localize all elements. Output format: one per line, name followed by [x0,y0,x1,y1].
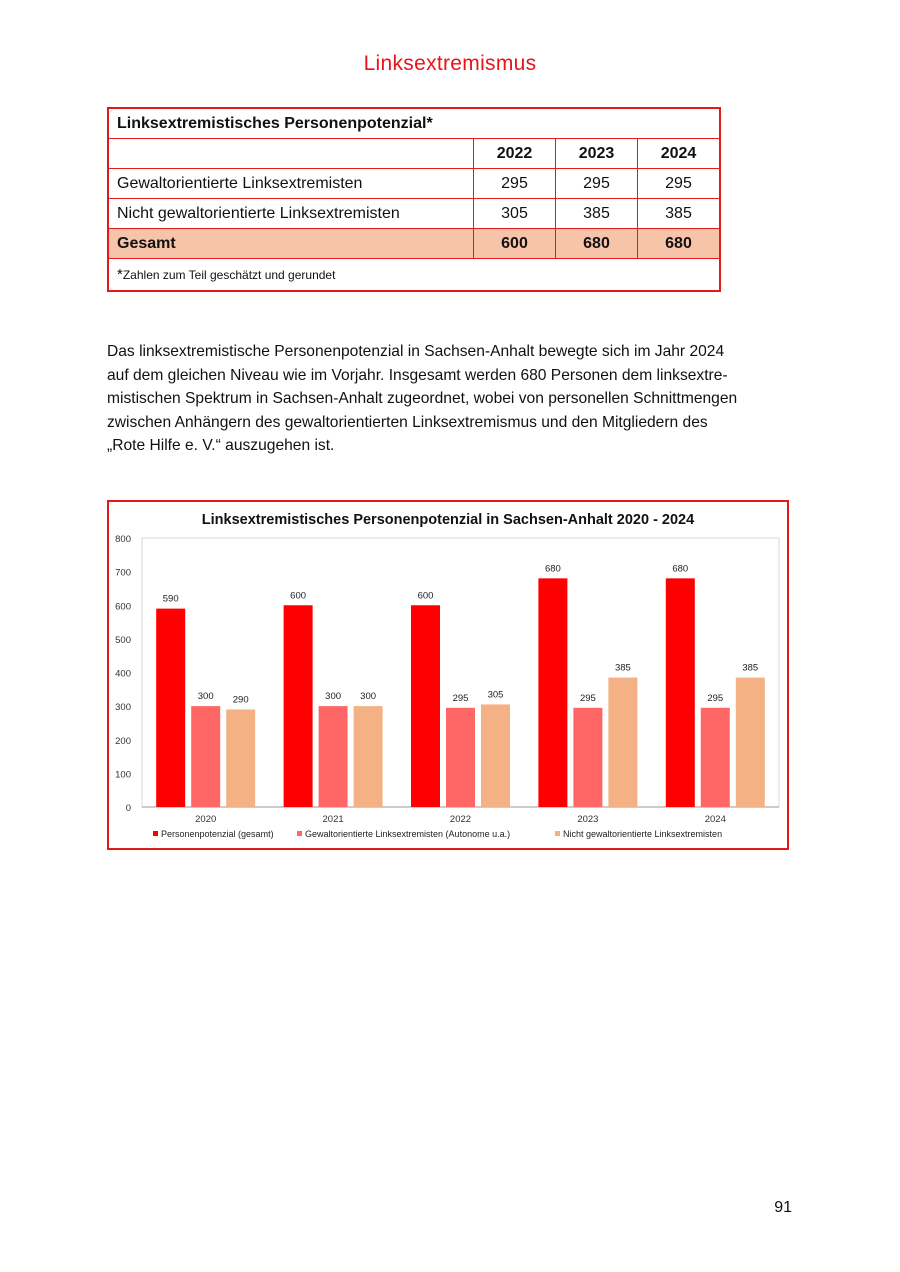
x-tick-label: 2023 [577,814,599,825]
total-cell: 680 [556,229,638,259]
data-label: 290 [232,694,249,706]
table-header-empty [108,139,474,169]
legend-swatch [153,831,158,836]
table-cell: 295 [638,169,721,199]
page-number: 91 [774,1199,792,1216]
total-label: Gesamt [108,229,474,259]
y-tick-label: 700 [115,567,131,579]
bar [226,709,255,807]
y-tick-label: 600 [115,601,131,613]
footnote-text: Zahlen zum Teil geschätzt und gerundet [122,268,336,282]
paragraph-line: zwischen Anhängern des gewaltorientierten Linksextremismus und den Mitgliedern des [107,413,708,431]
data-label: 305 [487,689,504,701]
table-footnote-row [108,259,720,292]
table-row [108,199,720,229]
bar [446,708,475,807]
data-label: 385 [614,662,631,674]
paragraph-line: Das linksextremistische Personenpotenzial in Sachsen-Anhalt bewegte sich im Jahr 2024 [107,343,725,360]
table-cell: 295 [556,169,638,199]
data-label: 680 [672,563,689,575]
row-label: Nicht gewaltorientierte Linksextremisten [108,199,474,229]
x-tick-label: 2021 [322,814,344,825]
paragraph-line: „Rote Hilfe e. V.“ auszugehen ist. [107,437,335,454]
table-cell: 295 [474,169,556,199]
body-paragraph [107,340,797,458]
bar [481,704,510,807]
total-cell: 680 [638,229,721,259]
y-tick-label: 200 [115,735,131,747]
data-label: 295 [707,692,724,704]
bar [156,609,185,807]
chart-frame [107,500,789,850]
data-label: 300 [197,691,214,703]
y-tick-label: 100 [115,769,131,781]
y-tick-label: 500 [115,634,131,646]
x-tick-label: 2024 [704,814,726,825]
bar [666,578,695,807]
bar [701,708,730,807]
data-label: 680 [544,563,561,575]
data-label: 590 [162,593,179,605]
bar [319,706,348,807]
bar [736,678,765,807]
legend-swatch [297,831,302,836]
data-label: 385 [742,662,759,674]
bar [608,678,637,807]
table-cell: 385 [556,199,638,229]
footnote-star: * [117,266,123,283]
bar [354,706,383,807]
table-header-year: 2023 [556,139,638,169]
data-label: 300 [360,691,377,703]
total-cell: 600 [474,229,556,259]
legend-label: Gewaltorientierte Linksextremisten (Autonome u.a.) [305,829,511,839]
bar-chart [109,502,787,848]
table-header-year: 2022 [474,139,556,169]
y-tick-label: 400 [115,668,131,680]
bar [411,605,440,807]
paragraph-line: mistischen Spektrum in Sachsen-Anhalt zugeordnet, wobei von personellen Schnittmengen [107,390,738,407]
bar [284,605,313,807]
table-total-row [108,229,720,259]
paragraph-line: auf dem gleichen Niveau wie im Vorjahr. Insgesamt werden 680 Personen dem linksextre- [107,366,728,384]
table-row [108,169,720,199]
table-footnote [108,259,720,292]
data-label: 300 [325,691,342,703]
data-label: 295 [579,692,596,704]
chart-title: Linksextremistisches Personenpotenzial in Sachsen-Anhalt 2020 - 2024 [201,512,695,528]
data-label: 295 [452,692,469,704]
y-tick-label: 300 [115,702,131,714]
table-title: Linksextremistisches Personenpotenzial* [108,108,720,139]
bar [538,578,567,807]
legend-label: Personenpotenzial (gesamt) [161,829,274,839]
data-label: 600 [290,590,307,602]
y-tick-label: 800 [115,534,131,545]
table-title-row [108,108,720,139]
table-header-year: 2024 [638,139,721,169]
x-tick-label: 2022 [449,814,472,825]
page-title: Linksextremismus [363,52,537,75]
x-tick-label: 2020 [195,814,217,825]
bar [573,708,602,807]
personenpotenzial-table [107,107,721,292]
table-cell: 305 [474,199,556,229]
y-tick-label: 0 [125,803,131,814]
table-cell: 385 [638,199,721,229]
legend-swatch [555,831,560,836]
data-label: 600 [417,590,434,602]
legend-label: Nicht gewaltorientierte Linksextremisten [563,829,723,839]
row-label: Gewaltorientierte Linksextremisten [108,169,474,199]
table-header-row [108,139,720,169]
bar [191,706,220,807]
